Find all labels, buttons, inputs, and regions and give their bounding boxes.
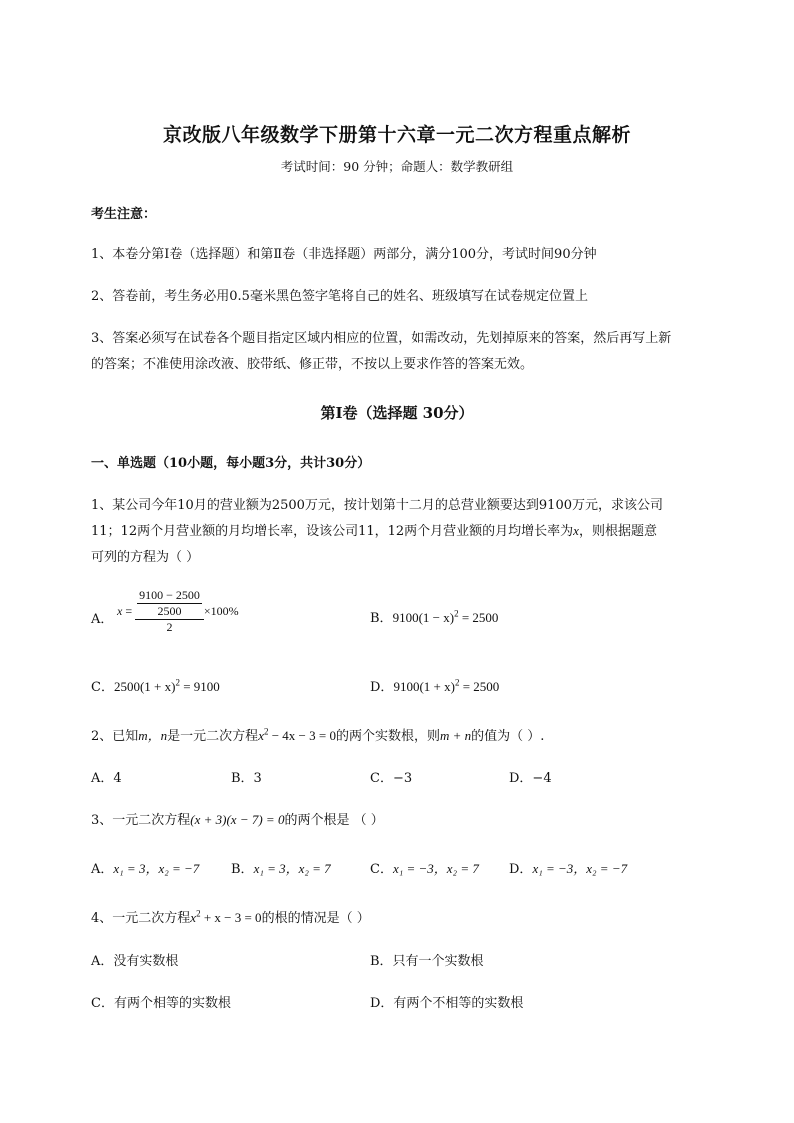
q1-option-c [91, 676, 220, 695]
q2-eq-pow: 2 [263, 726, 269, 737]
q1-a-fraction [135, 588, 204, 635]
q1-var: x [573, 523, 579, 538]
q4-eq: x [190, 910, 197, 925]
q1-option-a [117, 588, 239, 635]
q1-option-d [370, 676, 499, 695]
q1-d-rhs: = 2500 [459, 679, 500, 694]
q1-line2 [91, 520, 657, 539]
q3-b-label: B． [231, 862, 254, 877]
q1-a-lhs: x [117, 604, 123, 618]
q3-option-b [231, 858, 331, 877]
q1-line2a: 11；12两个月营业额的月均增长率，设该公司11，12两个月营业额的月均增长率为 [91, 524, 574, 539]
q2-mid: 是一元二次方程 [167, 729, 259, 744]
q1-a-tail: ×100% [203, 604, 239, 618]
notice-item-2: 2、答卷前，考生务必用0.5毫米黑色签字笔将自己的姓名、班级填写在试卷规定位置上 [91, 289, 588, 304]
q2-option-c: C．−3 [370, 771, 413, 786]
q1-a-numerator [135, 588, 204, 620]
q2-option-a: A．4 [91, 771, 122, 786]
q3-pre: 3、一元二次方程 [91, 813, 191, 828]
q2-post: 的值为（ ）. [471, 729, 545, 744]
q2-mid2: 的两个实数根，则 [335, 729, 440, 744]
q3-d-label: D． [509, 862, 533, 877]
q1-c-expr: 2500(1 + x) [113, 679, 176, 694]
q2-eq: x [258, 728, 264, 743]
q3-option-a [91, 858, 199, 877]
q1-line3: 可列的方程为（ ） [91, 550, 200, 565]
q1-a-denominator: 2 [166, 620, 173, 634]
q2-vars: m，n [138, 728, 168, 743]
q1-a-top: 9100 − 2500 [139, 588, 200, 602]
q1-line2b: ，则根据题意 [578, 524, 657, 539]
q4-eq-tail: + x − 3 = 0 [200, 910, 262, 925]
q3-b-value: x₁ = 3，x₂ = 7 [253, 861, 331, 876]
q4-post: 的根的情况是（ ） [261, 911, 370, 926]
q4-option-c: C．有两个相等的实数根 [91, 996, 231, 1011]
q3-a-value: x₁ = 3，x₂ = −7 [113, 861, 200, 876]
page-subtitle: 考试时间：90 分钟；命题人：数学教研组 [280, 159, 514, 174]
q1-c-rhs: = 9100 [179, 679, 220, 694]
page-title: 京改版八年级数学下册第十六章一元二次方程重点解析 [162, 124, 631, 146]
q1-a-eq: = [122, 604, 136, 618]
q2-stem [91, 725, 544, 744]
notice-item-3-cont: 的答案；不准使用涂改液、胶带纸、修正带，不按以上要求作答的答案无效。 [91, 357, 534, 372]
q1-b-label: B． [370, 611, 393, 626]
q2-expr: m + n [439, 728, 472, 743]
q2-option-d: D．−4 [509, 771, 552, 786]
q1-d-expr: 9100(1 + x) [393, 679, 455, 694]
q4-option-b: B．只有一个实数根 [370, 954, 484, 969]
q1-d-label: D． [370, 680, 394, 695]
q1-d-pow: 2 [454, 677, 460, 688]
notice-heading: 考生注意： [91, 207, 157, 222]
q4-stem [91, 907, 370, 926]
q4-option-a: A．没有实数根 [91, 954, 179, 969]
q1-a-mid: 2500 [157, 604, 182, 618]
q3-option-d [509, 858, 627, 877]
q3-a-label: A． [91, 862, 114, 877]
q1-line1: 1、某公司今年10月的营业额为2500万元，按计划第十二月的总营业额要达到9100万元，求该公司 [91, 498, 663, 513]
q2-option-b: B．3 [231, 771, 262, 786]
q3-c-label: C． [370, 862, 393, 877]
q3-post: 的两个根是 （ ） [284, 813, 384, 828]
q3-stem [91, 809, 384, 828]
q4-option-d: D．有两个不相等的实数根 [370, 996, 524, 1011]
q3-eq: (x + 3)(x − 7) = 0 [190, 812, 285, 827]
q1-c-pow: 2 [175, 677, 180, 688]
q4-pre: 4、一元二次方程 [91, 911, 191, 926]
q4-eq-pow: 2 [196, 908, 201, 919]
q2-eq-tail: − 4x − 3 = 0 [268, 728, 336, 743]
q3-c-value: x₁ = −3，x₂ = 7 [392, 861, 479, 876]
q1-b-rhs: = 2500 [458, 610, 499, 625]
q1-b-pow: 2 [454, 608, 459, 619]
q1-option-b [370, 607, 498, 626]
q1-b-expr: 9100(1 − x) [392, 610, 455, 625]
q3-option-c [370, 858, 479, 877]
notice-item-3: 3、答案必须写在试卷各个题目指定区域内相应的位置，如需改动，先划掉原来的答案，然后再写上新 [91, 331, 672, 346]
q1-c-label: C． [91, 680, 114, 695]
section-title: 第Ⅰ卷（选择题 30分） [320, 404, 474, 422]
part-heading: 一、单选题（10小题，每小题3分，共计30分） [91, 456, 371, 471]
q1-option-a-label: A． [91, 612, 114, 627]
q2-pre: 2、已知 [91, 729, 139, 744]
q3-d-value: x₁ = −3，x₂ = −7 [532, 861, 628, 876]
notice-item-1: 1、本卷分第Ⅰ卷（选择题）和第Ⅱ卷（非选择题）两部分，满分100分，考试时间90分钟 [91, 247, 597, 262]
